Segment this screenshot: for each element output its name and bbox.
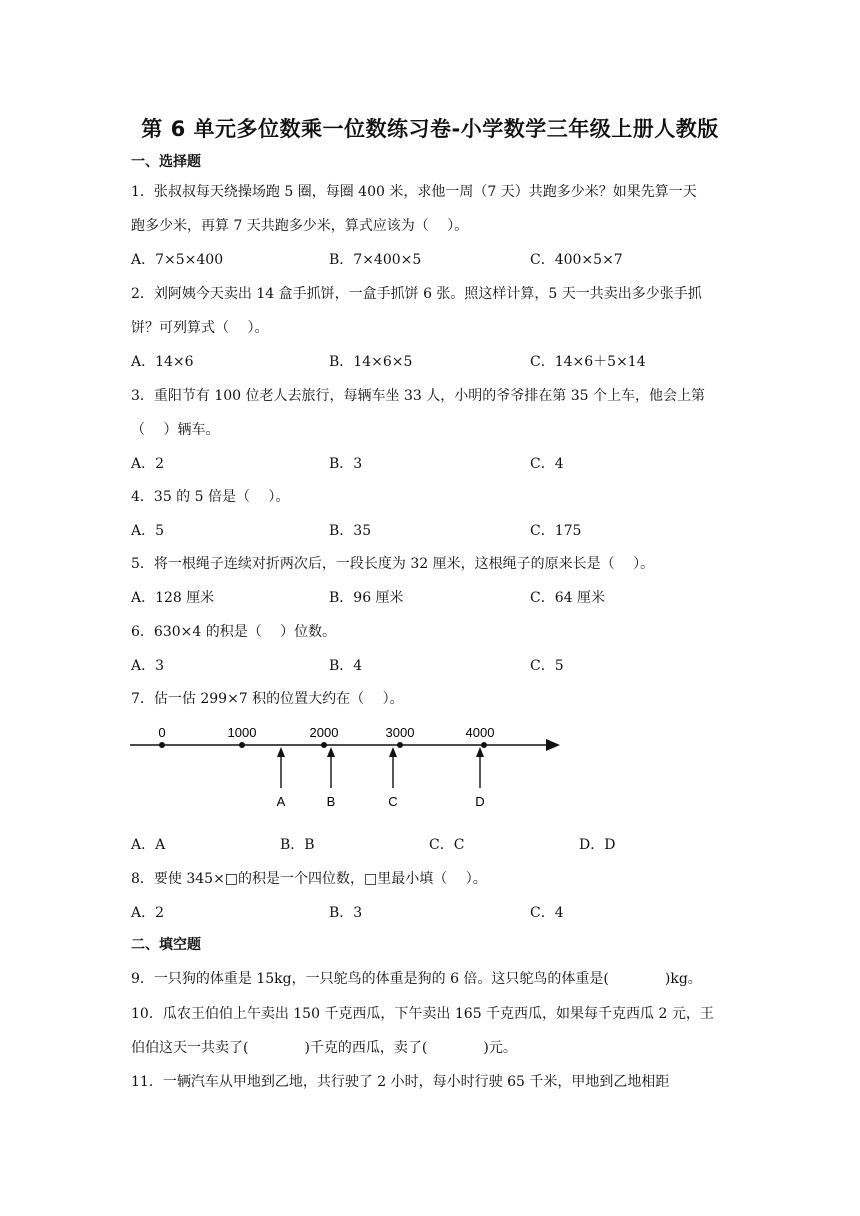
option-c: C．4 [530, 905, 564, 921]
section-heading-choice: 一、选择题 [131, 154, 201, 170]
tick-label-4000: 4000 [465, 725, 495, 740]
question-3-line-1: 3．重阳节有 100 位老人去旅行，每辆车坐 33 人，小明的爷爷排在第 35 个上车，他会上第 [131, 388, 705, 404]
option-c: C．C [429, 837, 465, 853]
option-a: A．128 厘米 [131, 590, 215, 606]
option-c: C．175 [530, 523, 582, 539]
question-10-line-1: 10．瓜农王伯伯上午卖出 150 千克西瓜，下午卖出 165 千克西瓜，如果每千克西瓜 2 元，王 [131, 1006, 714, 1022]
option-a: A．2 [131, 905, 165, 921]
option-b: B．B [280, 837, 315, 853]
option-a: A．7×5×400 [131, 252, 224, 268]
page-title: 第 6 单元多位数乘一位数练习卷-小学数学三年级上册人教版 [141, 117, 719, 141]
question-7-line-1: 7．估一估 299×7 积的位置大约在（ ）。 [131, 691, 404, 707]
tick-label-1000: 1000 [227, 725, 257, 740]
question-4-line-1: 4．35 的 5 倍是（ ）。 [131, 489, 290, 505]
option-b: B．14×6×5 [329, 354, 413, 370]
arrow-label-d: D [475, 794, 485, 809]
arrow-label-a: A [276, 794, 286, 809]
option-d: D．D [579, 837, 616, 853]
option-a: A．2 [131, 456, 165, 472]
question-5-line-1: 5．将一根绳子连续对折两次后，一段长度为 32 厘米，这根绳子的原来长是（ ）。 [131, 556, 655, 572]
tick-label-3000: 3000 [385, 725, 415, 740]
option-a: A．A [131, 837, 166, 853]
question-9-line-1: 9．一只狗的体重是 15kg，一只鸵鸟的体重是狗的 6 倍。这只鸵鸟的体重是( )kg。 [131, 971, 702, 987]
question-3-line-2: （ ）辆车。 [131, 422, 220, 438]
option-c: C．14×6＋5×14 [530, 354, 646, 370]
option-b: B．96 厘米 [329, 590, 404, 606]
tick-label-2000: 2000 [309, 725, 339, 740]
arrow-a [277, 747, 286, 809]
option-a: A．5 [131, 523, 165, 539]
question-10-line-2: 伯伯这天一共卖了( )千克的西瓜，卖了( )元。 [131, 1040, 517, 1056]
arrow-b [327, 747, 336, 809]
arrow-d [475, 747, 484, 809]
option-a: A．3 [131, 658, 165, 674]
section-heading-fill: 二、填空题 [131, 937, 201, 953]
question-6-line-1: 6．630×4 的积是（ ）位数。 [131, 624, 337, 640]
option-b: B．3 [329, 905, 363, 921]
arrow-label-b: B [326, 794, 336, 809]
option-b: B．35 [329, 523, 372, 539]
number-line-figure [128, 718, 568, 818]
question-11-line-1: 11．一辆汽车从甲地到乙地，共行驶了 2 小时，每小时行驶 65 千米，甲地到乙地相距 [131, 1074, 670, 1090]
question-2-line-2: 饼？可列算式（ ）。 [131, 320, 269, 336]
option-a: A．14×6 [131, 354, 194, 370]
number-line-arrowhead [546, 739, 560, 751]
arrow-label-c: C [388, 794, 398, 809]
option-c: C．4 [530, 456, 564, 472]
option-c: C．400×5×7 [530, 252, 623, 268]
option-c: C．5 [530, 658, 564, 674]
option-c: C．64 厘米 [530, 590, 605, 606]
question-1-line-2: 跑多少米，再算 7 天共跑多少米，算式应该为（ ）。 [131, 218, 469, 234]
tick-0 [158, 725, 165, 748]
tick-label-0: 0 [158, 725, 166, 740]
question-1-line-1: 1．张叔叔每天绕操场跑 5 圈，每圈 400 米，求他一周（7 天）共跑多少米？如果先算一天 [131, 184, 697, 200]
question-2-line-1: 2．刘阿姨今天卖出 14 盒手抓饼，一盒手抓饼 6 张。照这样计算，5 天一共卖出多少张手抓 [131, 286, 702, 302]
option-b: B．7×400×5 [329, 252, 422, 268]
option-b: B．3 [329, 456, 363, 472]
question-8-line-1: 8．要使 345×□的积是一个四位数，□里最小填（ ）。 [131, 871, 487, 887]
option-b: B．4 [329, 658, 363, 674]
arrow-c [388, 747, 397, 809]
